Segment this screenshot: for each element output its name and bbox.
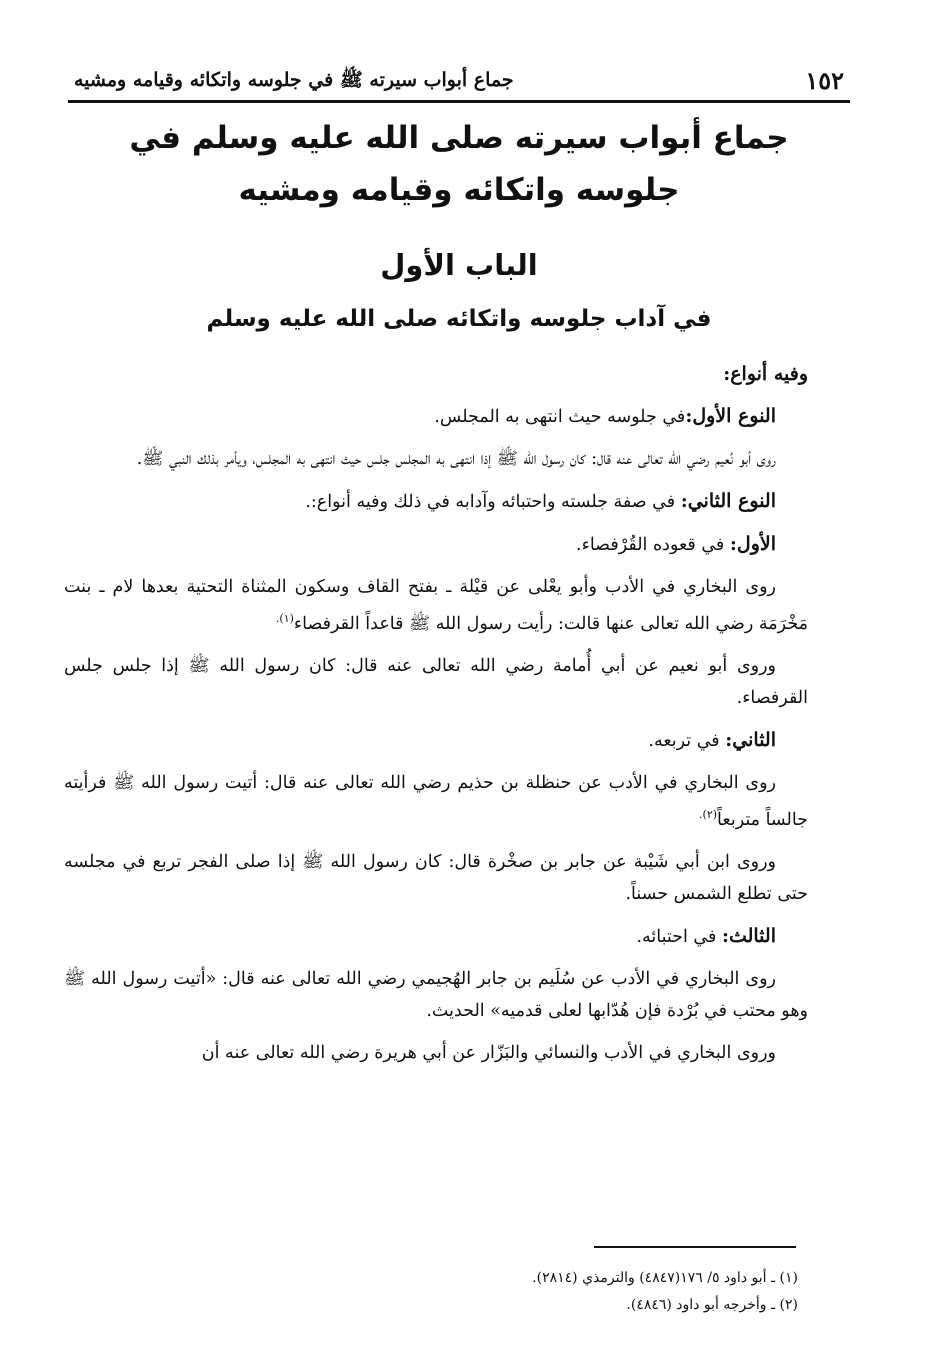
- paragraph: وروى أبو نعيم عن أبي أُمامة رضي الله تعالى عنه قال: كان رسول الله ﷺ إذا جلس جلس القرفصاء.: [64, 655, 808, 708]
- section-heading-text: في قعوده القُرْفصاء.: [576, 535, 725, 555]
- section-heading-text: في تربعه.: [648, 730, 720, 751]
- section-heading-label: الأول:: [729, 533, 776, 555]
- running-title: جماع أبواب سيرته ﷺ في جلوسه واتكائه وقيامه ومشيه: [74, 69, 514, 91]
- footnote: (١) ـ أبو داود ٥/ ١٧٦(٤٨٤٧) والترمذي (٢٨١٤).: [532, 1270, 798, 1286]
- section-heading: [64, 485, 808, 518]
- paragraph: روى أبو نُعيم رضي الله تعالى عنه قال: كان رسول الله ﷺ إذا انتهى به المجلس جلس حيث انتهى به المجلس، ويأمر بذلك النبي ﷺ.: [136, 449, 776, 469]
- paragraph: وروى ابن أبي شَيْبة عن جابر بن صخْرة قال: كان رسول الله ﷺ إذا صلى الفجر تربع في مجلسه حتى تطلع الشمس حسناً.: [64, 851, 808, 904]
- paragraph: روى البخاري في الأدب عن سُلَيم بن جابر الهُجيمي رضي الله تعالى عنه قال: «أتيت رسول الله ﷺ وهو محتب في بُرْدة فإن هُدّابها لعلى قدميه» الحديث.: [64, 968, 808, 1021]
- paragraph: [64, 767, 808, 836]
- footnote: (٢) ـ وأخرجه أبو داود (٤٨٤٦).: [626, 1297, 798, 1313]
- footnotes: [120, 1265, 798, 1319]
- section-heading: [64, 528, 808, 561]
- paragraph: وروى البخاري في الأدب والنسائي والبَزّار عن أبي هريرة رضي الله تعالى عنه أن: [201, 1042, 776, 1063]
- paragraph-text: روى البخاري في الأدب عن حنظلة بن حذيم رضي الله تعالى عنه قال: أتيت رسول الله ﷺ فرأيته جالساً متربعاً: [64, 772, 808, 830]
- section-heading-text: في جلوسه حيث انتهى به المجلس.: [434, 407, 686, 427]
- section-heading-label: النوع الأول:: [685, 405, 776, 427]
- page-header: [68, 60, 850, 103]
- footnote-ref: (٢).: [699, 807, 718, 821]
- footnote-ref: (١).: [275, 612, 294, 625]
- section-heading: [64, 400, 808, 433]
- main-title-line-1: جماع أبواب سيرته صلى الله عليه وسلم في: [129, 120, 789, 156]
- footnote-separator: [594, 1246, 796, 1248]
- chapter-title: الباب الأول: [380, 248, 538, 282]
- paragraph: [64, 571, 808, 640]
- section-heading-label: النوع الثاني:: [680, 490, 776, 512]
- section-heading-text: في احتبائه.: [636, 926, 717, 947]
- page-number: ١٥٢: [805, 66, 844, 95]
- main-title-line-2: جلوسه واتكائه وقيامه ومشيه: [238, 172, 680, 208]
- chapter-subtitle: في آداب جلوسه واتكائه صلى الله عليه وسلم: [206, 306, 712, 332]
- body-text: [64, 358, 808, 1079]
- intro-line: وفيه أنواع:: [723, 363, 808, 385]
- section-heading: [64, 724, 808, 757]
- section-heading-label: الثالث:: [721, 924, 776, 947]
- section-heading-text: في صفة جلسته واحتبائه وآدابه في ذلك وفيه أنواع:.: [305, 492, 676, 512]
- section-heading-label: الثاني:: [725, 728, 776, 751]
- paragraph-text: روى البخاري في الأدب وأبو يعْلى عن قيْلة ـ بفتح القاف وسكون المثناة التحتية بعدها لام ـ بنت مَخْرَمَة رضي الله تعالى عنها قالت: رأيت رسول الله ﷺ قاعداً القرفصاء: [64, 577, 808, 634]
- section-heading: [64, 920, 808, 953]
- main-title: [100, 112, 818, 216]
